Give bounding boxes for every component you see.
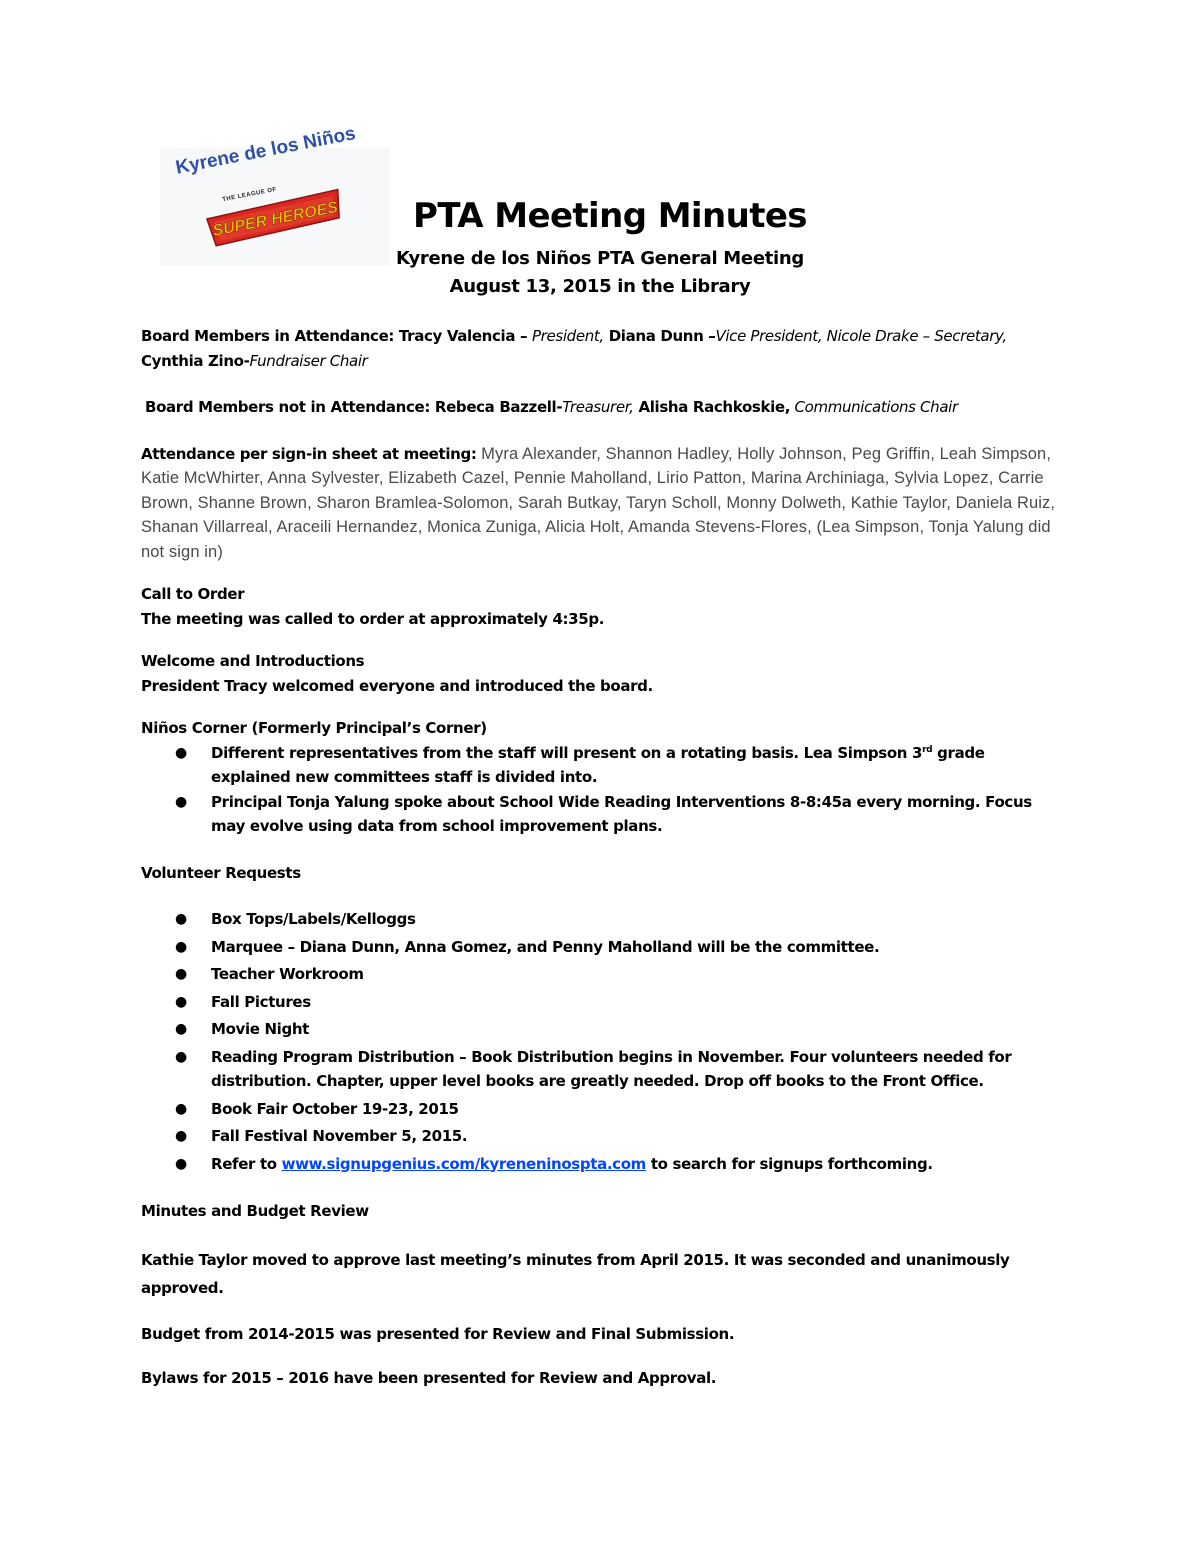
list-item: ● Refer to www.signupgenius.com/kyreneninospta.com to search for signups forthcoming. bbox=[175, 1154, 933, 1173]
list-item: ● Reading Program Distribution – Book Distribution begins in November. Four volunteers needed for distribution. Chapter, upper level books are greatly needed. Drop off books to the Front Office. bbox=[175, 1047, 1012, 1090]
list-item: ● Fall Pictures bbox=[175, 992, 311, 1011]
ninos-corner-list bbox=[141, 741, 1061, 839]
board-member-name: Rebeca Bazzell- bbox=[430, 398, 563, 416]
logo-badge-text: SUPER HEROES bbox=[211, 198, 340, 240]
meeting-subtitle: Kyrene de los Niños PTA General Meeting bbox=[395, 248, 804, 269]
list-item: ● Marquee – Diana Dunn, Anna Gomez, and Penny Maholland will be the committee. bbox=[175, 937, 880, 956]
bylaws-text: Bylaws for 2015 – 2016 have been presented for Review and Approval. bbox=[141, 1369, 717, 1387]
minutes-body bbox=[141, 324, 1061, 1391]
logo-tagline: THE LEAGUE OF bbox=[221, 186, 278, 204]
board-member-name: Cynthia Zino- bbox=[141, 351, 250, 370]
board-member-role: Communications Chair bbox=[790, 398, 958, 416]
board-present-label: Board Members in Attendance: bbox=[141, 327, 395, 345]
board-absent-paragraph bbox=[141, 395, 1061, 420]
board-member-name: Tracy Valencia – bbox=[394, 327, 532, 345]
budget-text: Budget from 2014-2015 was presented for Review and Final Submission. bbox=[141, 1324, 735, 1343]
ninos-corner-heading: Niños Corner (Formerly Principal’s Corner) bbox=[141, 719, 487, 737]
call-to-order-text: The meeting was called to order at approximately 4:35p. bbox=[141, 609, 605, 628]
board-member-role: Fundraiser Chair bbox=[249, 351, 368, 370]
board-member-role: President, bbox=[531, 327, 604, 345]
list-item: ● Teacher Workroom bbox=[175, 965, 364, 983]
board-absent-label: Board Members not in Attendance: bbox=[145, 398, 431, 416]
board-member-name: Alisha Rachkoskie, bbox=[633, 398, 791, 416]
volunteer-list bbox=[141, 907, 1061, 1176]
attendance-paragraph bbox=[141, 442, 1061, 565]
board-member-name: Diana Dunn – bbox=[603, 327, 716, 345]
board-member-role: Treasurer, bbox=[562, 398, 634, 416]
call-to-order-heading: Call to Order bbox=[141, 585, 245, 603]
signupgenius-link[interactable]: www.signupgenius.com/kyreneninospta.com bbox=[281, 1154, 646, 1173]
welcome-text: President Tracy welcomed everyone and introduced the board. bbox=[141, 676, 653, 695]
logo-org-name: Kyrene de los Niños bbox=[174, 123, 358, 179]
volunteer-heading: Volunteer Requests bbox=[141, 863, 301, 882]
attendance-label: Attendance per sign-in sheet at meeting: bbox=[141, 444, 477, 463]
list-item: ● Principal Tonja Yalung spoke about School Wide Reading Interventions 8-8:45a every morning. Focus may evolve using data from school improvement plans. bbox=[175, 792, 1032, 835]
list-item: ● Book Fair October 19-23, 2015 bbox=[175, 1099, 459, 1118]
minutes-budget-heading: Minutes and Budget Review bbox=[141, 1202, 369, 1220]
board-member-role: Vice President, Nicole Drake – Secretary, bbox=[715, 327, 1007, 345]
list-item: ● Fall Festival November 5, 2015. bbox=[175, 1127, 468, 1145]
list-item: ● Box Tops/Labels/Kelloggs bbox=[175, 910, 416, 928]
page-title: PTA Meeting Minutes bbox=[413, 196, 807, 236]
list-item: ● Different representatives from the staff will present on a rotating basis. Lea Simpson 3rd grade explained new committees staff is divided into. bbox=[175, 743, 985, 786]
minutes-approval-text: Kathie Taylor moved to approve last meeting’s minutes from April 2015. It was seconded and unanimously approved. bbox=[141, 1250, 1010, 1297]
list-item: ● Movie Night bbox=[175, 1020, 309, 1038]
welcome-heading: Welcome and Introductions bbox=[141, 652, 365, 670]
meeting-date-line: August 13, 2015 in the Library bbox=[449, 276, 751, 297]
attendance-names: Myra Alexander, Shannon Hadley, Holly Johnson, Peg Griffin, Leah Simpson, Katie McWhirter, Anna Sylvester, Elizabeth Cazel, Pennie Maholland, Lirio Patton, Marina Archiniaga, Sylvia Lopez, Carrie Brown, Shanne Brown, Sharon Bramlea-Solomon, Sarah Butkay, Taryn Scholl, Monny Dolweth, Kathie Taylor, Daniela Ruiz, Shanan Villarreal, Araceili Hernandez, Monica Zuniga, Alicia Holt, Amanda Stevens-Flores, (Lea Simpson, Tonja Yalung did not sign in) bbox=[141, 444, 1056, 561]
board-present-paragraph bbox=[141, 324, 1061, 373]
